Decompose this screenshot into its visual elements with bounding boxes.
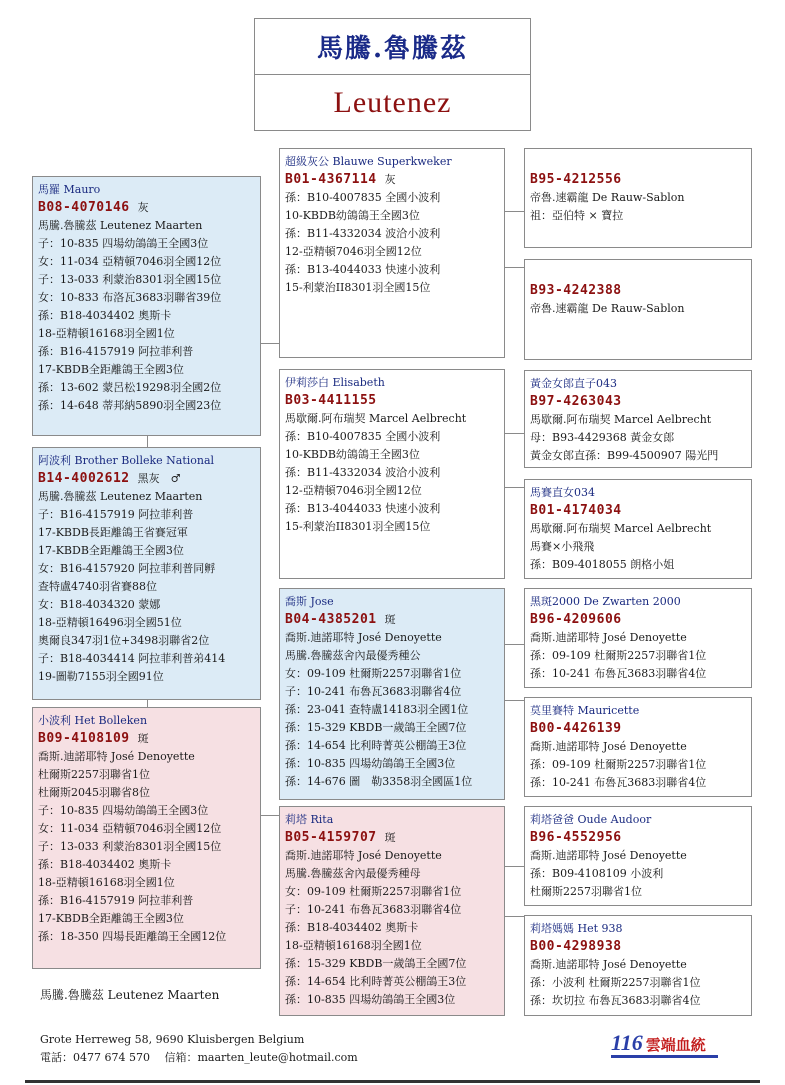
- pedigree-line: 孫：10-241 布魯瓦3683羽聯省4位: [530, 776, 707, 789]
- logo-text: 雲端血統: [645, 1036, 706, 1054]
- pedigree-line: 10-KBDB幼鴿鴿王全國3位: [285, 448, 420, 461]
- pigeon-color: 灰: [137, 201, 149, 214]
- pigeon-name: 莫里賽特 Mauricette: [530, 704, 640, 717]
- pedigree-line: 孫：18-350 四場長距離鴿王全國12位: [38, 930, 227, 943]
- pigeon-name: 馬賽直女034: [530, 486, 595, 499]
- pedigree-line: 喬斯.迪諾耶特 José Denoyette: [285, 631, 442, 644]
- pedigree-line: 孫：13-602 蒙呂松19298羽全國2位: [38, 381, 222, 394]
- pedigree-line: 孫：B18-4034402 奧斯卡: [38, 309, 172, 322]
- pedigree-line: 孫：23-041 查特盧14183羽全國1位: [285, 703, 469, 716]
- connector-line: [505, 916, 524, 917]
- pedigree-line: 馬歇爾.阿布瑞契 Marcel Aelbrecht: [530, 413, 712, 426]
- pedigree-line: 子：10-835 四場幼鴿鴿王全國3位: [38, 804, 209, 817]
- pedigree-line: 子：10-835 四場幼鴿鴿王全國3位: [38, 237, 209, 250]
- ring-number: B97-4263043: [530, 394, 622, 409]
- pedigree-line: 帝魯.速霸龍 De Rauw-Sablon: [530, 191, 685, 204]
- ring-number: B03-4411155: [285, 393, 377, 408]
- pedigree-line: 孫：B11-4332034 波洽小波利: [285, 466, 441, 479]
- pedigree-line: 女：11-034 亞精頓7046羽全國12位: [38, 255, 222, 268]
- pedigree-line: 18-亞精頓16168羽全國1位: [38, 876, 175, 889]
- great-grandparent-card: [524, 479, 752, 579]
- granddam-maternal-card: [279, 806, 505, 1016]
- pedigree-line: 母：B93-4429368 黃金女郎: [530, 431, 675, 444]
- title-english: Leutenez: [333, 86, 452, 119]
- pigeon-name: 黃金女郎直子043: [530, 377, 617, 390]
- pedigree-line: 孫：B11-4332034 波洽小波利: [285, 227, 441, 240]
- pedigree-line: 女：10-833 布洛瓦3683羽聯省39位: [38, 291, 222, 304]
- connector-line: [505, 700, 524, 701]
- ring-number: B93-4242388: [530, 283, 622, 298]
- connector-line: [261, 815, 279, 816]
- great-grandparent-card: [524, 259, 752, 360]
- sire-card: [32, 176, 261, 436]
- logo-underline: [611, 1055, 718, 1058]
- ring-number: B04-4385201: [285, 612, 377, 627]
- logo-number: 116: [611, 1030, 643, 1055]
- breeder-name: 馬騰.魯騰茲 Leutenez Maarten: [40, 988, 220, 1002]
- pedigree-line: 女：B16-4157920 阿拉菲利普同孵: [38, 562, 216, 575]
- dam-card: [32, 707, 261, 969]
- pedigree-line: 孫：14-676 圖 勒3358羽全國區1位: [285, 775, 473, 788]
- pigeon-color: 斑: [137, 732, 149, 745]
- pedigree-line: 孫：15-329 KBDB一歲鴿王全國7位: [285, 957, 467, 970]
- pedigree-line: 馬歇爾.阿布瑞契 Marcel Aelbrecht: [285, 412, 467, 425]
- connector-line: [505, 487, 524, 488]
- pedigree-line: 孫：B09-4108109 小波利: [530, 867, 664, 880]
- grandsire-maternal-card: [279, 588, 505, 800]
- connector-line: [147, 700, 148, 707]
- pedigree-line: 子：13-033 利蒙治8301羽全國15位: [38, 840, 222, 853]
- address-line: Grote Herreweg 58, 9690 Kluisbergen Belgium: [40, 1033, 305, 1046]
- ring-number: B08-4070146: [38, 200, 130, 215]
- pigeon-name: 伊莉莎白 Elisabeth: [285, 376, 385, 389]
- pedigree-line: 女：09-109 杜爾斯2257羽聯省1位: [285, 885, 462, 898]
- pedigree-line: 帝魯.速霸龍 De Rauw-Sablon: [530, 302, 685, 315]
- pedigree-line: 12-亞精頓7046羽全國12位: [285, 245, 422, 258]
- pedigree-line: 孫：B18-4034402 奧斯卡: [285, 921, 419, 934]
- great-grandparent-card: [524, 588, 752, 688]
- pedigree-line: 杜爾斯2257羽聯省1位: [530, 885, 642, 898]
- pedigree-line: 孫：B18-4034402 奧斯卡: [38, 858, 172, 871]
- pedigree-line: 孫：B16-4157919 阿拉菲利普: [38, 345, 194, 358]
- pedigree-line: 女：B18-4034320 蒙娜: [38, 598, 161, 611]
- connector-line: [505, 211, 524, 212]
- great-grandparent-card: [524, 915, 752, 1016]
- title-chinese: 馬騰.魯騰茲: [316, 34, 469, 64]
- pedigree-line: 孫：09-109 杜爾斯2257羽聯省1位: [530, 758, 707, 771]
- pedigree-line: 10-KBDB幼鴿鴿王全國3位: [285, 209, 420, 222]
- pedigree-line: 孫：10-835 四場幼鴿鴿王全國3位: [285, 757, 456, 770]
- pedigree-line: 喬斯.迪諾耶特 José Denoyette: [530, 631, 687, 644]
- pedigree-line: 孫：14-648 蒂邦納5890羽全國23位: [38, 399, 222, 412]
- pedigree-line: 孫：B10-4007835 全國小波利: [285, 191, 441, 204]
- pedigree-line: 馬騰.魯騰茲舍內最優秀種母: [285, 867, 421, 880]
- pedigree-line: 黃金女郎直孫：B99-4500907 陽光門: [530, 449, 719, 462]
- pedigree-line: 馬賽×小飛飛: [530, 540, 595, 553]
- pedigree-line: 查特盧4740羽省賽88位: [38, 580, 157, 593]
- pedigree-line: 孫：10-241 布魯瓦3683羽聯省4位: [530, 667, 707, 680]
- pedigree-line: 子：13-033 利蒙治8301羽全國15位: [38, 273, 222, 286]
- pedigree-line: 杜爾斯2045羽聯省8位: [38, 786, 150, 799]
- connector-line: [505, 433, 524, 434]
- granddam-paternal-card: [279, 369, 505, 579]
- ring-number: B09-4108109: [38, 731, 130, 746]
- subject-pigeon-card: [32, 447, 261, 700]
- pedigree-line: 孫：小波利 杜爾斯2257羽聯省1位: [530, 976, 701, 989]
- pedigree-line: 17-KBDB全距離鴿王全國3位: [38, 912, 184, 925]
- pedigree-line: 馬騰.魯騰茲 Leutenez Maarten: [38, 490, 203, 503]
- pedigree-line: 孫：B13-4044033 快速小波利: [285, 263, 441, 276]
- pedigree-line: 孫：14-654 比利時菁英公棚鴿王3位: [285, 975, 467, 988]
- pedigree-line: 子：B16-4157919 阿拉菲利普: [38, 508, 194, 521]
- pedigree-line: 孫：B10-4007835 全國小波利: [285, 430, 441, 443]
- pigeon-color: 斑: [384, 613, 396, 626]
- pedigree-line: 15-利蒙治II8301羽全國15位: [285, 520, 431, 533]
- pedigree-line: 子：10-241 布魯瓦3683羽聯省4位: [285, 903, 462, 916]
- connector-line: [505, 267, 524, 268]
- pedigree-line: 馬歇爾.阿布瑞契 Marcel Aelbrecht: [530, 522, 712, 535]
- pigeon-name: 黑斑2000 De Zwarten 2000: [530, 595, 681, 608]
- ring-number: B14-4002612: [38, 471, 130, 486]
- pedigree-line: 奧爾良347羽1位+3498羽聯省2位: [38, 634, 210, 647]
- pigeon-name: 阿波利 Brother Bolleke National: [38, 454, 215, 467]
- pigeon-name: 莉塔 Rita: [285, 813, 334, 826]
- pedigree-line: 17-KBDB全距離鴿王全國3位: [38, 544, 184, 557]
- pedigree-line: 18-亞精頓16168羽全國1位: [38, 327, 175, 340]
- pedigree-line: 19-圖勒7155羽全國91位: [38, 670, 164, 683]
- pedigree-line: 喬斯.迪諾耶特 José Denoyette: [530, 740, 687, 753]
- grandsire-paternal-card: [279, 148, 505, 358]
- pedigree-line: 18-亞精頓16168羽全國1位: [285, 939, 422, 952]
- ring-number: B01-4367114: [285, 172, 377, 187]
- pedigree-line: 馬騰.魯騰茲 Leutenez Maarten: [38, 219, 203, 232]
- connector-line: [505, 644, 524, 645]
- pedigree-line: 孫：坎切拉 布魯瓦3683羽聯省4位: [530, 994, 701, 1007]
- pigeon-name: 莉塔爸爸 Oude Audoor: [530, 813, 652, 826]
- pedigree-line: 喬斯.迪諾耶特 José Denoyette: [530, 958, 687, 971]
- great-grandparent-card: [524, 148, 752, 248]
- ring-number: B96-4552956: [530, 830, 622, 845]
- pigeon-name: 小波利 Het Bolleken: [38, 714, 148, 727]
- bottom-divider: [25, 1080, 760, 1083]
- pedigree-line: 馬騰.魯騰茲舍內最優秀種公: [285, 649, 421, 662]
- pigeon-name: 馬羅 Mauro: [38, 183, 101, 196]
- connector-line: [505, 866, 524, 867]
- pedigree-line: 17-KBDB全距離鴿王全國3位: [38, 363, 184, 376]
- pigeon-name: 喬斯 Jose: [285, 595, 334, 608]
- pedigree-line: 女：09-109 杜爾斯2257羽聯省1位: [285, 667, 462, 680]
- pedigree-line: 孫：15-329 KBDB一歲鴿王全國7位: [285, 721, 467, 734]
- cloud-pedigree-logo: [611, 1030, 706, 1056]
- pedigree-line: 杜爾斯2257羽聯省1位: [38, 768, 150, 781]
- pedigree-line: 喬斯.迪諾耶特 José Denoyette: [285, 849, 442, 862]
- pedigree-line: 15-利蒙治II8301羽全國15位: [285, 281, 431, 294]
- pedigree-title-box: [254, 18, 531, 131]
- pigeon-color: 灰: [384, 173, 396, 186]
- pedigree-line: 12-亞精頓7046羽全國12位: [285, 484, 422, 497]
- pedigree-line: 孫：B16-4157919 阿拉菲利普: [38, 894, 194, 907]
- pedigree-line: 孫：09-109 杜爾斯2257羽聯省1位: [530, 649, 707, 662]
- ring-number: B96-4209606: [530, 612, 622, 627]
- pedigree-line: 女：11-034 亞精頓7046羽全國12位: [38, 822, 222, 835]
- pigeon-name: 莉塔媽媽 Het 938: [530, 922, 623, 935]
- pigeon-color: 斑: [384, 831, 396, 844]
- pedigree-line: 孫：B13-4044033 快速小波利: [285, 502, 441, 515]
- pedigree-line: 孫：B09-4018055 朗格小姐: [530, 558, 675, 571]
- ring-number: B00-4426139: [530, 721, 622, 736]
- pedigree-line: 喬斯.迪諾耶特 José Denoyette: [38, 750, 195, 763]
- ring-number: B05-4159707: [285, 830, 377, 845]
- pedigree-line: 17-KBDB長距離鴿王省賽冠軍: [38, 526, 188, 539]
- pedigree-line: 子：10-241 布魯瓦3683羽聯省4位: [285, 685, 462, 698]
- ring-number: B01-4174034: [530, 503, 622, 518]
- pedigree-line: 祖：亞伯特 × 寶拉: [530, 209, 624, 222]
- pedigree-line: 孫：14-654 比利時菁英公棚鴿王3位: [285, 739, 467, 752]
- pigeon-name: 超級灰公 Blauwe Superkweker: [285, 155, 452, 168]
- pedigree-line: 孫：10-835 四場幼鴿鴿王全國3位: [285, 993, 456, 1006]
- connector-line: [147, 436, 148, 447]
- pigeon-color: 黑灰 ♂: [137, 472, 181, 485]
- ring-number: B95-4212556: [530, 172, 622, 187]
- connector-line: [261, 343, 279, 344]
- pedigree-line: 18-亞精頓16496羽全國51位: [38, 616, 182, 629]
- great-grandparent-card: [524, 697, 752, 797]
- contact-line: 電話：0477 674 570 信箱：maarten_leute@hotmail.com: [40, 1051, 358, 1064]
- ring-number: B00-4298938: [530, 939, 622, 954]
- great-grandparent-card: [524, 370, 752, 468]
- pedigree-line: 喬斯.迪諾耶特 José Denoyette: [530, 849, 687, 862]
- great-grandparent-card: [524, 806, 752, 906]
- contact-block: [40, 1031, 358, 1067]
- pedigree-line: 子：B18-4034414 阿拉菲利普弟414: [38, 652, 226, 665]
